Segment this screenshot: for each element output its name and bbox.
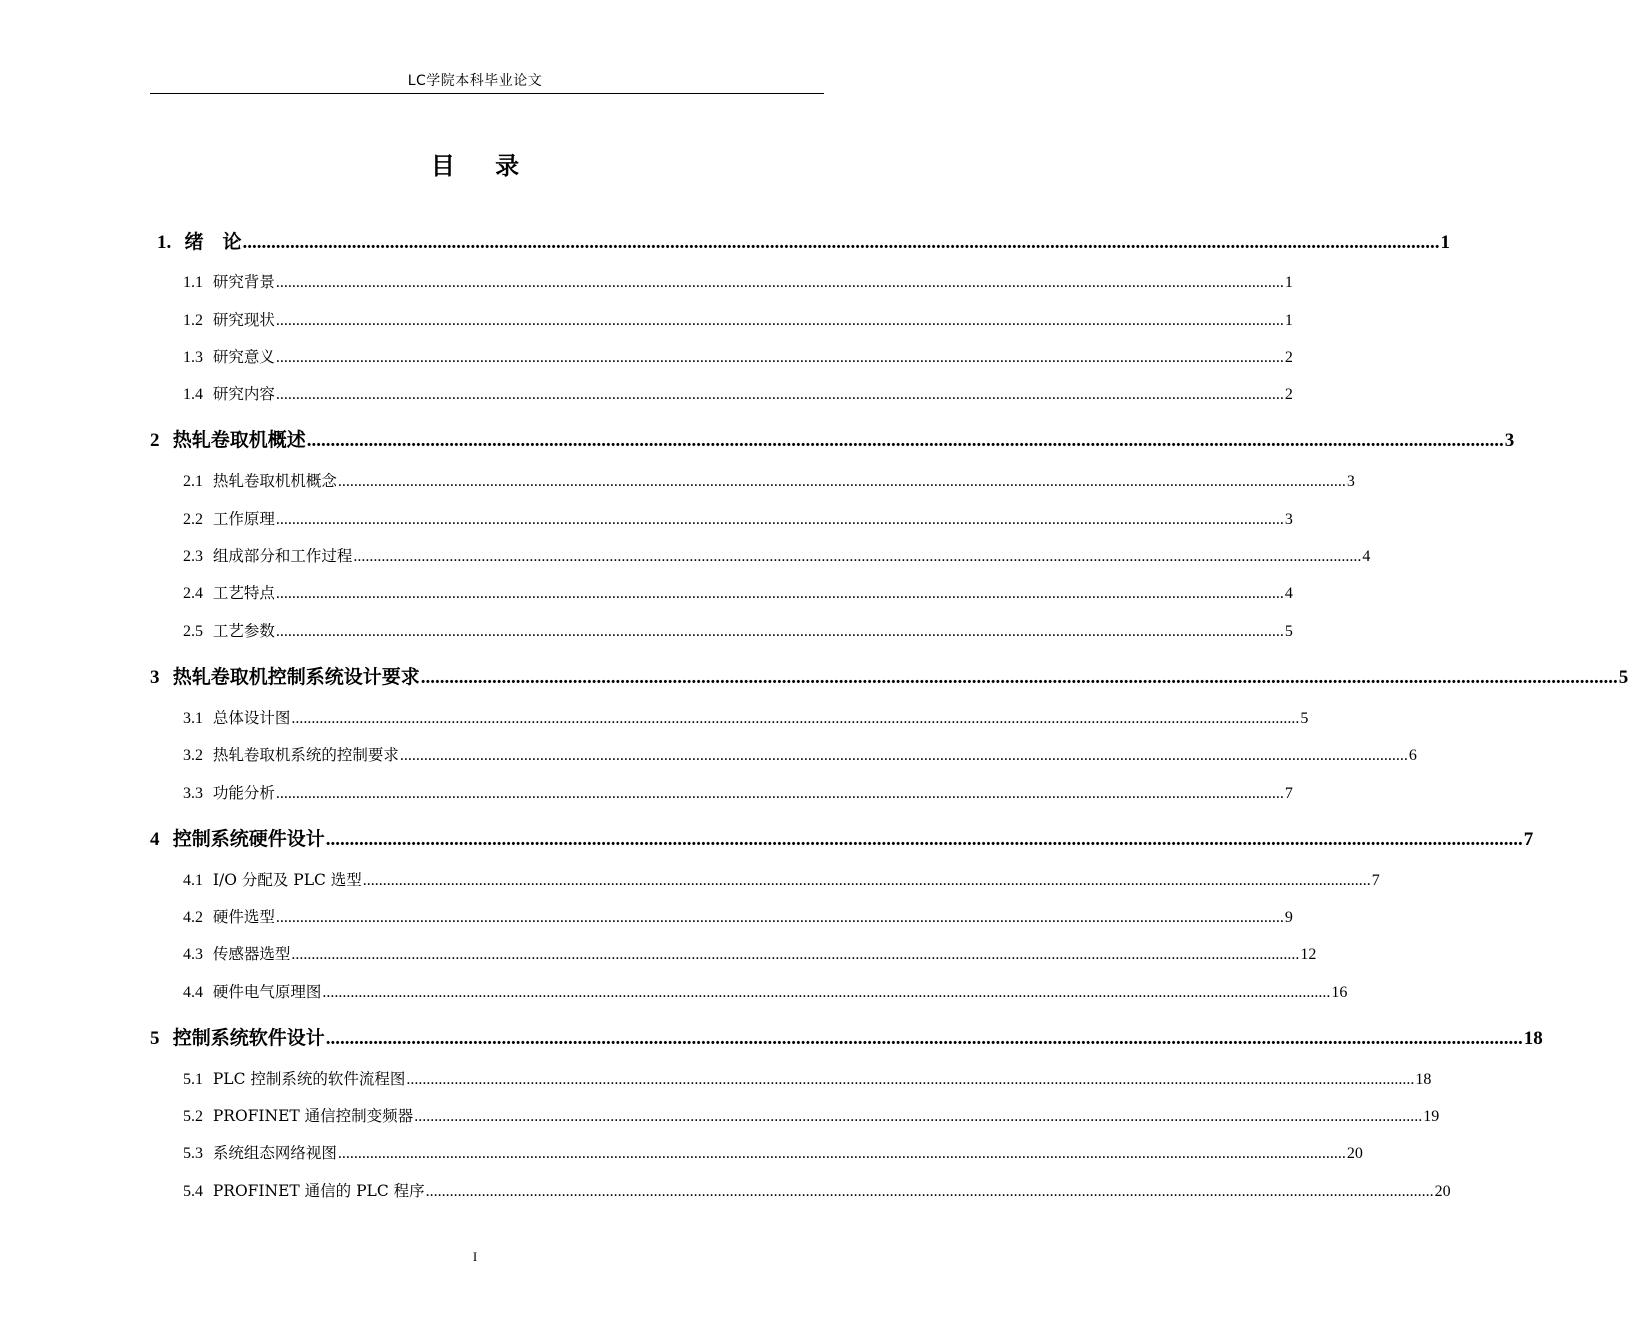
toc-entry-number: 5.1 <box>183 1071 203 1088</box>
toc-entry-number: 4 <box>150 829 160 850</box>
toc-dot-leader: ............................................................................................................................................................................................................................................................ <box>291 946 1300 963</box>
toc-entry-title: 绪 论 <box>184 231 242 253</box>
toc-entry-number: 1.1 <box>183 274 203 291</box>
toc-entry-label <box>183 1067 405 1089</box>
toc-section-entry[interactable] <box>183 980 1348 1002</box>
toc-dot-leader: ............................................................................................................................................................................................................................................................ <box>337 473 1346 490</box>
toc-entry-number: 4.2 <box>183 909 203 926</box>
toc-dot-leader: ............................................................................................................................................................................................................................................................ <box>406 1071 1415 1088</box>
toc-entry-label <box>183 781 275 803</box>
toc-entry-label <box>150 1023 325 1050</box>
toc-dot-leader: ............................................................................................................................................................................................................................................................ <box>325 1028 1523 1049</box>
toc-entry-label <box>183 868 362 890</box>
toc-section-entry[interactable] <box>183 544 1371 566</box>
toc-entry-gap <box>203 584 213 602</box>
running-header: LC学院本科毕业论文 <box>407 73 543 89</box>
toc-entry-page: 6 <box>1408 747 1417 764</box>
toc-entry-page: 3 <box>1346 473 1355 490</box>
toc-section-entry[interactable] <box>183 1179 1451 1201</box>
toc-entry-page: 3 <box>1504 430 1515 451</box>
toc-entry-title: 控制系统硬件设计 <box>172 828 325 850</box>
toc-dot-leader: ............................................................................................................................................................................................................................................................ <box>275 511 1284 528</box>
toc-entry-title: PROFINET 通信的 PLC 程序 <box>212 1182 425 1200</box>
toc-entry-page: 4 <box>1284 585 1293 602</box>
toc-entry-page: 7 <box>1523 829 1534 850</box>
toc-entry-gap <box>203 784 213 802</box>
toc-dot-leader: ............................................................................................................................................................................................................................................................ <box>275 909 1284 926</box>
toc-entry-number: 5.2 <box>183 1108 203 1125</box>
toc-entry-page: 1 <box>1284 312 1293 329</box>
toc-entry-gap <box>203 622 213 640</box>
toc-section-entry[interactable] <box>183 905 1293 927</box>
toc-entry-gap <box>203 908 213 926</box>
toc-entry-page: 7 <box>1284 785 1293 802</box>
toc-dot-leader: ............................................................................................................................................................................................................................................................ <box>275 274 1284 291</box>
toc-entry-page: 1 <box>1440 232 1450 253</box>
toc-section-entry[interactable] <box>183 743 1417 765</box>
toc-entry-page: 5 <box>1284 623 1293 640</box>
toc-entry-label <box>183 1104 413 1126</box>
toc-dot-leader: ............................................................................................................................................................................................................................................................ <box>353 548 1362 565</box>
toc-section-entry[interactable] <box>183 581 1293 603</box>
toc-dot-leader: ............................................................................................................................................................................................................................................................ <box>414 1108 1423 1125</box>
toc-entry-label <box>150 662 420 689</box>
toc-entry-page: 7 <box>1371 872 1380 889</box>
toc-entry-label <box>183 308 275 330</box>
toc-chapter-entry[interactable] <box>150 662 1628 688</box>
toc-entry-page: 2 <box>1284 386 1293 403</box>
toc-entry-title: 总体设计图 <box>212 709 291 727</box>
toc-entry-title: 研究背景 <box>212 273 275 291</box>
toc-entry-number: 1.2 <box>183 312 203 329</box>
toc-dot-leader: ............................................................................................................................................................................................................................................................ <box>275 312 1284 329</box>
toc-entry-gap <box>203 871 213 889</box>
toc-entry-label <box>183 905 275 927</box>
toc-section-entry[interactable] <box>183 1067 1432 1089</box>
toc-entry-number: 4.1 <box>183 872 203 889</box>
toc-chapter-entry[interactable] <box>157 227 1450 253</box>
toc-section-entry[interactable] <box>183 507 1293 529</box>
toc-entry-label <box>183 706 290 728</box>
toc-entry-number: 2.1 <box>183 473 203 490</box>
toc-entry-label <box>183 1179 425 1201</box>
toc-entry-label <box>183 942 290 964</box>
toc-dot-leader: ............................................................................................................................................................................................................................................................ <box>420 667 1618 688</box>
toc-entry-title: 工艺特点 <box>212 584 275 602</box>
toc-dot-leader: ............................................................................................................................................................................................................................................................ <box>337 1145 1346 1162</box>
toc-entry-gap <box>203 1144 213 1162</box>
toc-section-entry[interactable] <box>183 270 1293 292</box>
toc-entry-label <box>183 980 321 1002</box>
toc-entry-title: 热轧卷取机概述 <box>172 429 306 451</box>
toc-entry-gap <box>203 547 213 565</box>
toc-entry-page: 18 <box>1415 1071 1432 1088</box>
toc-chapter-entry[interactable] <box>150 1023 1543 1049</box>
toc-entry-gap <box>203 1182 213 1200</box>
page-number: I <box>472 1249 478 1264</box>
toc-entry-title: PROFINET 通信控制变频器 <box>212 1107 414 1125</box>
toc-entry-gap <box>203 709 213 727</box>
toc-entry-title: I/O 分配及 PLC 选型 <box>212 871 362 889</box>
toc-entry-page: 5 <box>1300 710 1309 727</box>
toc-dot-leader: ............................................................................................................................................................................................................................................................ <box>325 829 1523 850</box>
toc-section-entry[interactable] <box>183 706 1309 728</box>
toc-section-entry[interactable] <box>183 1141 1363 1163</box>
toc-entry-label <box>183 581 275 603</box>
toc-entry-page: 18 <box>1523 1028 1543 1049</box>
toc-dot-leader: ............................................................................................................................................................................................................................................................ <box>425 1183 1434 1200</box>
toc-entry-title: 热轧卷取机系统的控制要求 <box>212 746 399 764</box>
toc-section-entry[interactable] <box>183 619 1293 641</box>
toc-entry-gap <box>203 273 213 291</box>
toc-entry-title: 研究内容 <box>212 385 275 403</box>
toc-dot-leader: ............................................................................................................................................................................................................................................................ <box>275 386 1284 403</box>
toc-dot-leader: ............................................................................................................................................................................................................................................................ <box>322 984 1331 1001</box>
toc-entry-number: 4.4 <box>183 984 203 1001</box>
toc-entry-gap <box>203 945 213 963</box>
toc-entry-label <box>183 1141 337 1163</box>
toc-entry-label <box>183 544 352 566</box>
toc-entry-page: 12 <box>1300 946 1317 963</box>
toc-entry-label <box>183 382 275 404</box>
toc-entry-number: 3.2 <box>183 747 203 764</box>
toc-entry-gap <box>160 666 173 688</box>
toc-entry-page: 16 <box>1331 984 1348 1001</box>
toc-entry-title: 硬件选型 <box>212 908 275 926</box>
toc-entry-label <box>150 824 325 851</box>
toc-entry-title: 组成部分和工作过程 <box>212 547 353 565</box>
toc-entry-number: 3.3 <box>183 785 203 802</box>
toc-entry-number: 2 <box>150 430 160 451</box>
toc-entry-gap <box>203 746 213 764</box>
toc-entry-label <box>183 743 399 765</box>
toc-entry-label <box>157 227 242 254</box>
toc-entry-page: 9 <box>1284 909 1293 926</box>
toc-dot-leader: ............................................................................................................................................................................................................................................................ <box>275 349 1284 366</box>
toc-section-entry[interactable] <box>183 469 1355 491</box>
toc-entry-number: 5 <box>150 1028 160 1049</box>
toc-entry-page: 3 <box>1284 511 1293 528</box>
toc-entry-label <box>183 507 275 529</box>
toc-entry-number: 5.4 <box>183 1183 203 1200</box>
toc-entry-number: 1.3 <box>183 349 203 366</box>
toc-entry-gap <box>160 1027 173 1049</box>
toc-entry-gap <box>203 983 213 1001</box>
toc-entry-gap <box>160 429 173 451</box>
toc-entry-number: 2.4 <box>183 585 203 602</box>
toc-entry-gap <box>203 1070 213 1088</box>
toc-section-entry[interactable] <box>183 345 1293 367</box>
toc-entry-page: 2 <box>1284 349 1293 366</box>
toc-entry-gap <box>203 385 213 403</box>
toc-entry-title: 研究意义 <box>212 348 275 366</box>
toc-entry-title: 工作原理 <box>212 510 275 528</box>
toc-dot-leader: ............................................................................................................................................................................................................................................................ <box>291 710 1300 727</box>
toc-entry-number: 2.5 <box>183 623 203 640</box>
toc-entry-number: 5.3 <box>183 1145 203 1162</box>
toc-entry-number: 4.3 <box>183 946 203 963</box>
toc-entry-gap <box>171 231 184 253</box>
toc-entry-label <box>183 345 275 367</box>
toc-chapter-entry[interactable] <box>150 824 1534 850</box>
toc-entry-number: 2.3 <box>183 548 203 565</box>
toc-entry-title: PLC 控制系统的软件流程图 <box>212 1070 406 1088</box>
toc-entry-label <box>150 425 306 452</box>
toc-entry-label <box>183 619 275 641</box>
toc-entry-title: 研究现状 <box>212 311 275 329</box>
toc-entry-page: 4 <box>1362 548 1371 565</box>
toc-entry-title: 控制系统软件设计 <box>172 1027 325 1049</box>
toc-entry-page: 5 <box>1618 667 1628 688</box>
toc-entry-page: 20 <box>1434 1183 1451 1200</box>
toc-entry-title: 热轧卷取机控制系统设计要求 <box>172 666 420 688</box>
toc-entry-label <box>183 469 337 491</box>
toc-entry-number: 3.1 <box>183 710 203 727</box>
toc-entry-number: 1.4 <box>183 386 203 403</box>
toc-section-entry[interactable] <box>183 781 1293 803</box>
toc-dot-leader: ............................................................................................................................................................................................................................................................ <box>399 747 1408 764</box>
toc-section-entry[interactable] <box>183 868 1380 890</box>
toc-section-entry[interactable] <box>183 382 1293 404</box>
toc-entry-page: 20 <box>1346 1145 1363 1162</box>
toc-entry-gap <box>203 510 213 528</box>
toc-entry-gap <box>160 828 173 850</box>
toc-entry-number: 2.2 <box>183 511 203 528</box>
toc-section-entry[interactable] <box>183 942 1317 964</box>
toc-title: 目 录 <box>430 152 536 180</box>
toc-entry-label <box>183 270 275 292</box>
toc-entry-gap <box>203 311 213 329</box>
toc-entry-gap <box>203 472 213 490</box>
toc-dot-leader: ............................................................................................................................................................................................................................................................ <box>275 623 1284 640</box>
toc-entry-number: 1. <box>157 232 172 253</box>
toc-entry-page: 19 <box>1423 1108 1440 1125</box>
toc-entry-gap <box>203 1107 213 1125</box>
toc-entry-title: 热轧卷取机机概念 <box>212 472 337 490</box>
toc-dot-leader: ............................................................................................................................................................................................................................................................ <box>362 872 1371 889</box>
toc-entry-title: 硬件电气原理图 <box>212 983 322 1001</box>
toc-dot-leader: ............................................................................................................................................................................................................................................................ <box>275 585 1284 602</box>
toc-entry-title: 传感器选型 <box>212 945 291 963</box>
toc-dot-leader: ............................................................................................................................................................................................................................................................ <box>306 430 1504 451</box>
toc-entry-number: 3 <box>150 667 160 688</box>
toc-entry-page: 1 <box>1284 274 1293 291</box>
toc-section-entry[interactable] <box>183 1104 1440 1126</box>
toc-dot-leader: ............................................................................................................................................................................................................................................................ <box>242 232 1440 253</box>
toc-entry-title: 功能分析 <box>212 784 275 802</box>
toc-entry-title: 工艺参数 <box>212 622 275 640</box>
toc-section-entry[interactable] <box>183 308 1293 330</box>
toc-entry-gap <box>203 348 213 366</box>
toc-entry-title: 系统组态网络视图 <box>212 1144 337 1162</box>
toc-chapter-entry[interactable] <box>150 425 1515 451</box>
toc-dot-leader: ............................................................................................................................................................................................................................................................ <box>275 785 1284 802</box>
